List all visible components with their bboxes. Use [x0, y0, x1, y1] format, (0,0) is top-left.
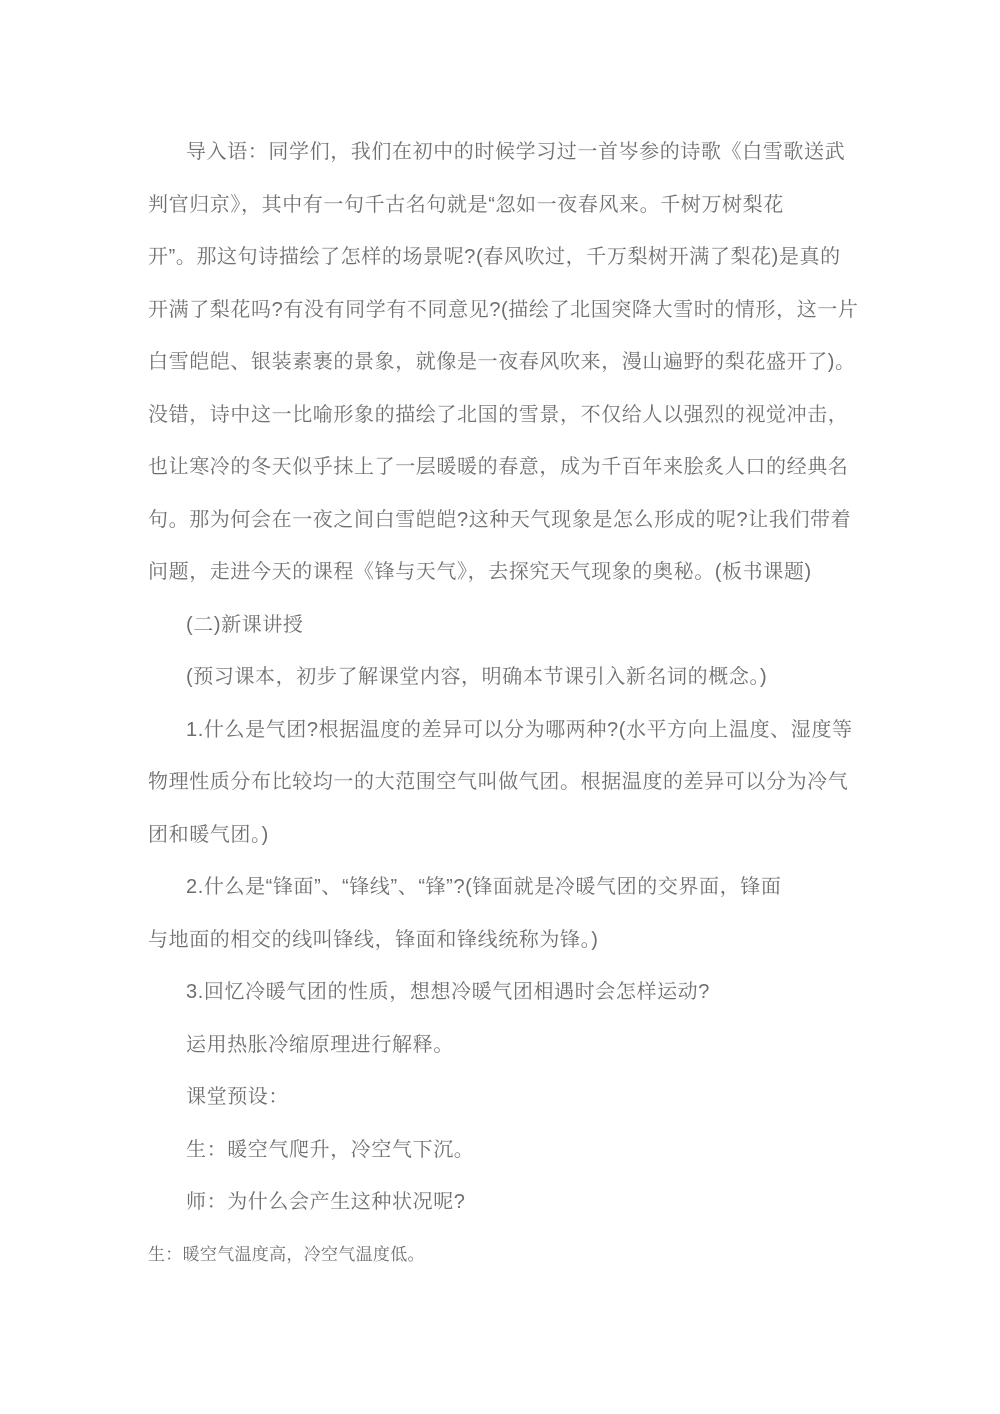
text-line: 问题，走进今天的课程《锋与天气》，去探究天气现象的奥秘。(板书课题) — [148, 561, 812, 583]
text-line: 生：暖空气温度高，冷空气温度低。 — [148, 1244, 425, 1264]
text-line: 3.回忆冷暖气团的性质，想想冷暖气团相遇时会怎样运动? — [186, 981, 711, 1003]
text-line: (预习课本，初步了解课堂内容，明确本节课引入新名词的概念。) — [186, 666, 768, 688]
text-line: 课堂预设： — [186, 1086, 289, 1108]
document-body — [148, 0, 860, 1281]
text-line: (二)新课讲授 — [186, 613, 304, 636]
text-line: 开”。那这句诗描绘了怎样的场景呢?(春风吹过，千万梨树开满了梨花)是真的 — [148, 246, 841, 268]
text-line: 也让寒冷的冬天似乎抹上了一层暖暖的春意，成为千百年来脍炙人口的经典名 — [148, 456, 849, 478]
text-line: 白雪皑皑、银装素裹的景象，就像是一夜春风吹来，漫山遍野的梨花盛开了)。 — [148, 351, 856, 373]
text-line: 开满了梨花吗?有没有同学有不同意见?(描绘了北国突降大雪时的情形，这一片 — [148, 298, 859, 321]
text-line: 团和暖气团。) — [148, 823, 269, 846]
text-line: 2.什么是“锋面”、“锋线”、“锋”?(锋面就是冷暖气团的交界面，锋面 — [186, 876, 782, 898]
text-line: 导入语：同学们，我们在初中的时候学习过一首岑参的诗歌《白雪歌送武 — [186, 141, 846, 163]
text-line: 师：为什么会产生这种状况呢? — [186, 1191, 466, 1213]
text-line: 1.什么是气团?根据温度的差异可以分为哪两种?(水平方向上温度、湿度等 — [186, 718, 853, 741]
text-line: 与地面的相交的线叫锋线，锋面和锋线统称为锋。) — [148, 928, 599, 951]
text-line: 句。那为何会在一夜之间白雪皑皑?这种天气现象是怎么形成的呢?让我们带着 — [148, 508, 852, 531]
text-line: 生：暖空气爬升，冷空气下沉。 — [186, 1138, 475, 1161]
text-line: 判官归京》，其中有一句千古名句就是“忽如一夜春风来。千树万树梨花 — [148, 193, 784, 216]
text-line: 物理性质分布比较均一的大范围空气叫做气团。根据温度的差异可以分为冷气 — [148, 771, 849, 793]
text-line: 运用热胀冷缩原理进行解释。 — [186, 1033, 454, 1056]
text-line: 没错，诗中这一比喻形象的描绘了北国的雪景，不仅给人以强烈的视觉冲击， — [148, 403, 849, 426]
